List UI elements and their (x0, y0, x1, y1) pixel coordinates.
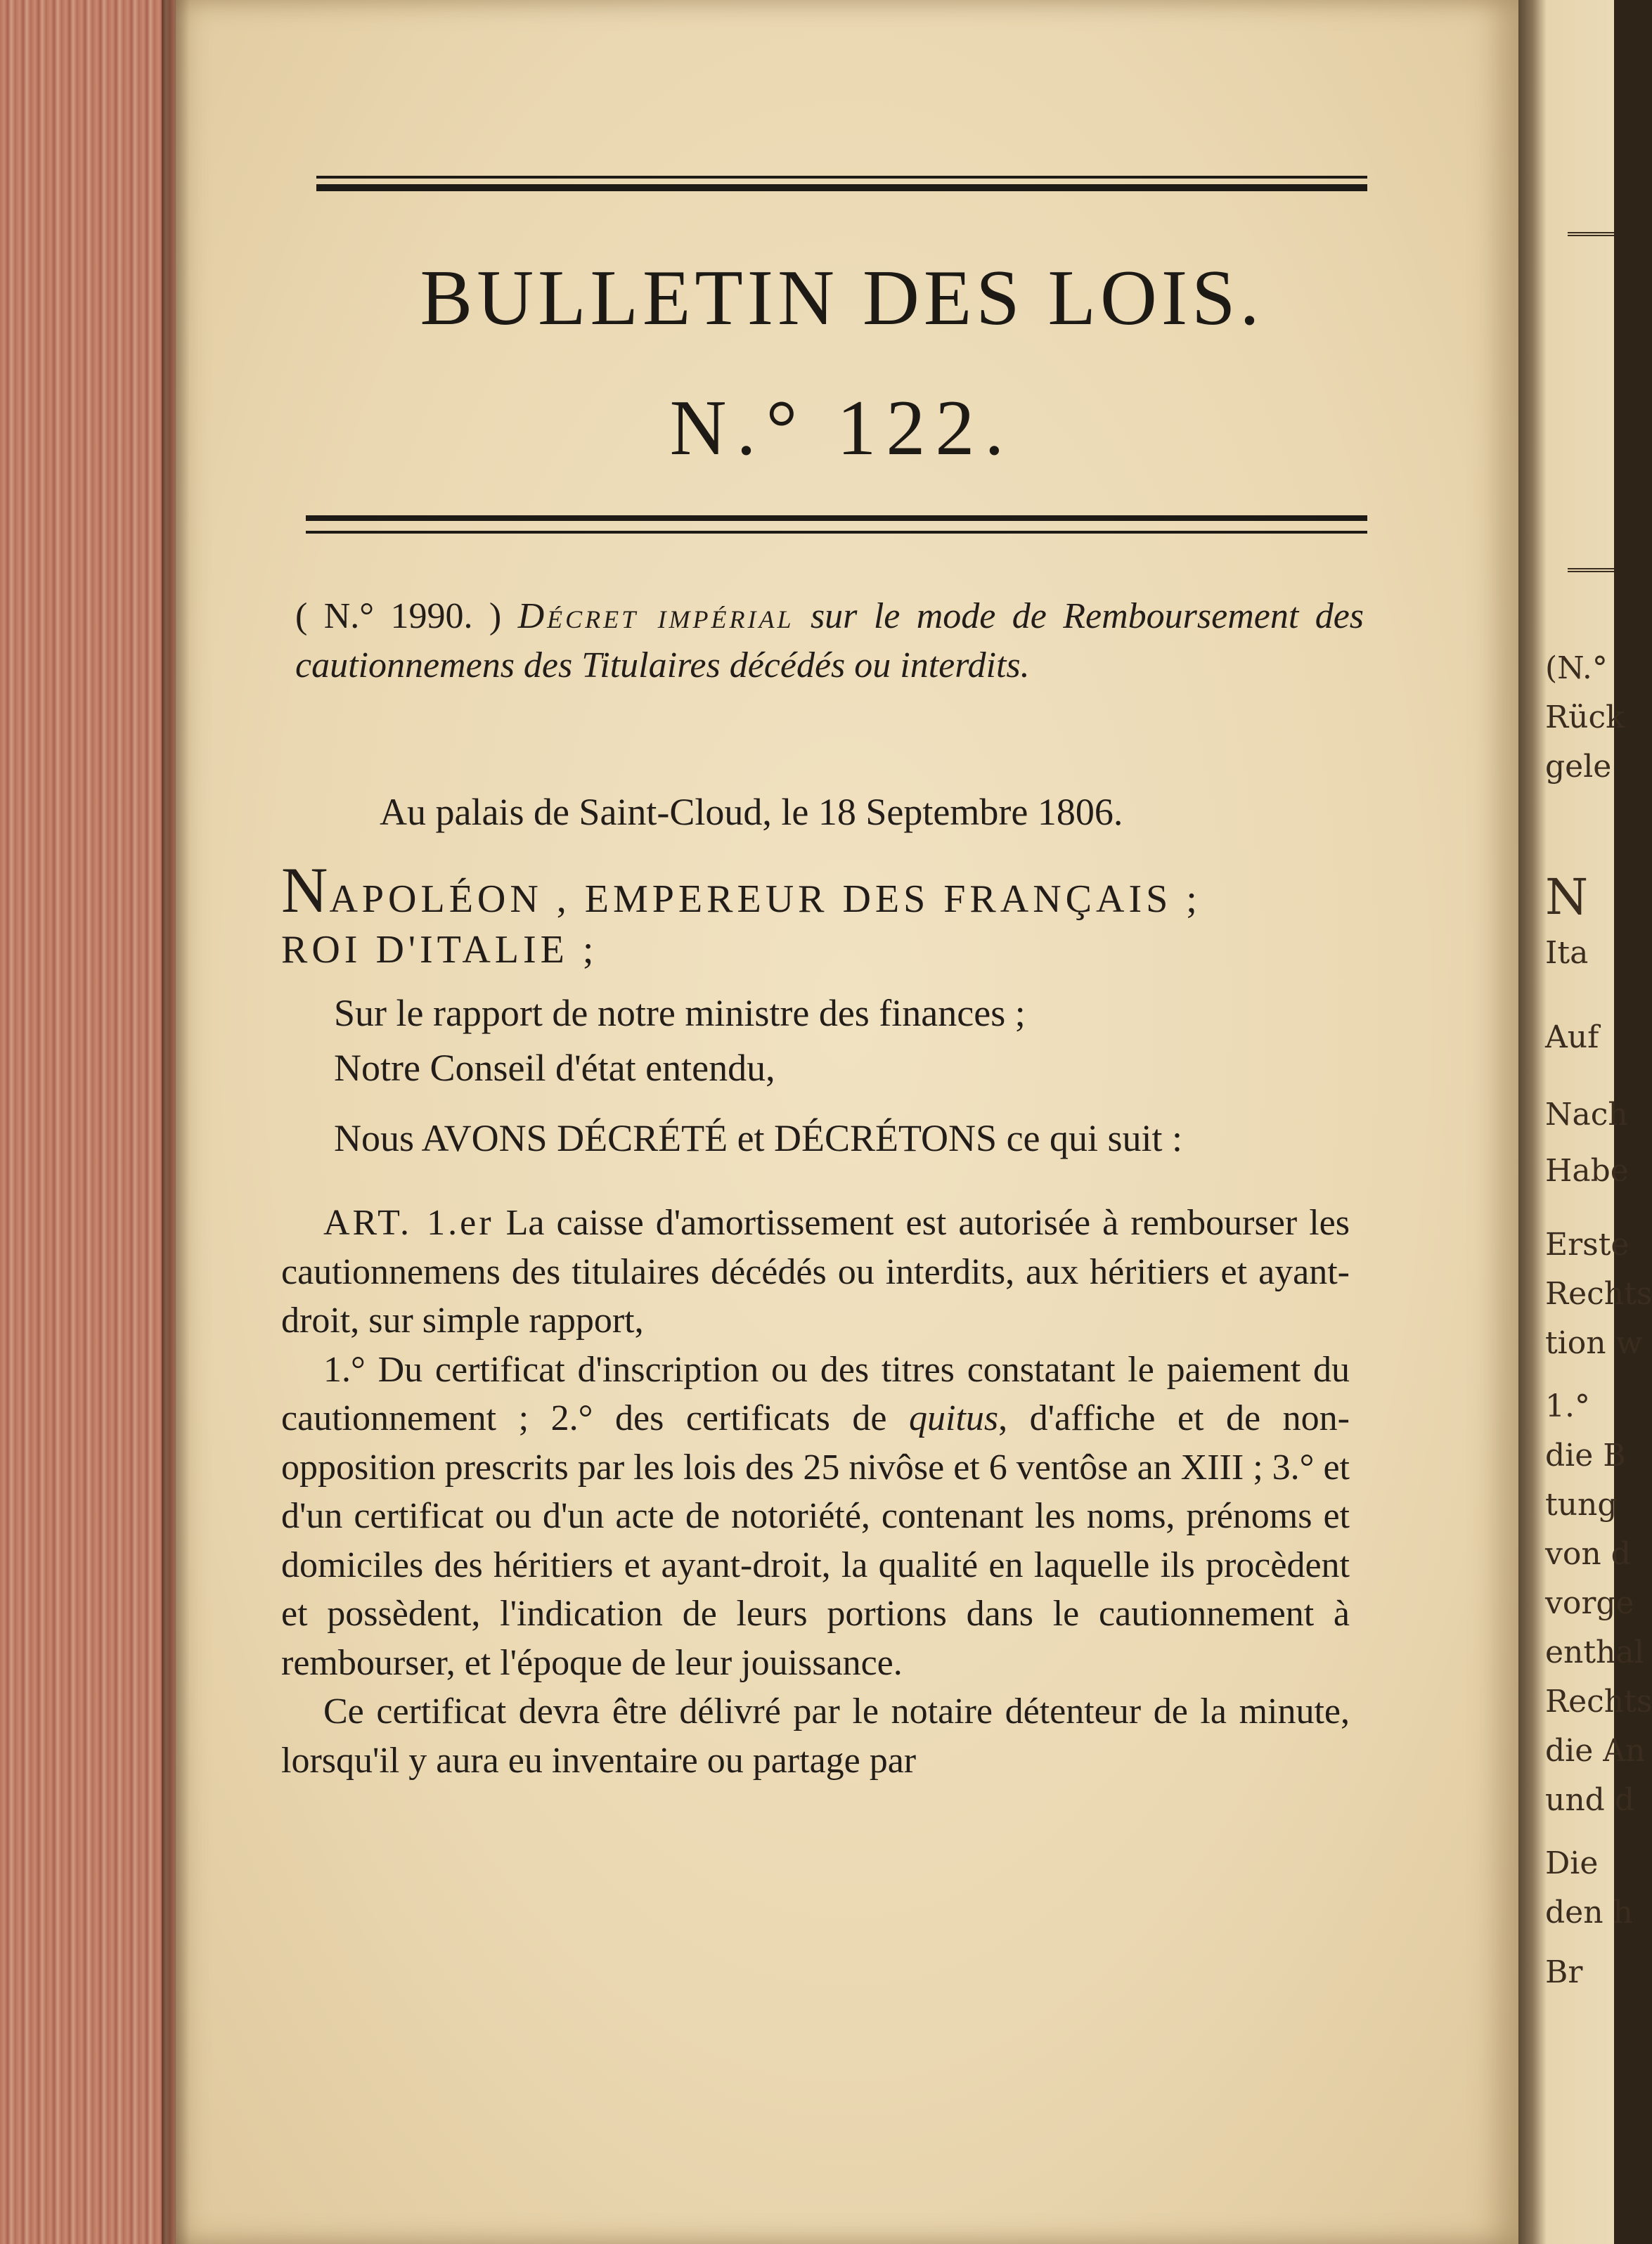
dateline: Au palais de Saint-Cloud, le 18 Septembre 1806. (380, 791, 1123, 833)
article-1-text-2a: 1.° Du certificat d'inscription ou des titres constatant le paiement du cautionnement ; 2.° des certificats de (281, 1349, 1350, 1438)
facing-line: von d (1545, 1536, 1631, 1572)
facing-line: Erste (1545, 1227, 1630, 1263)
facing-line: Die (1545, 1845, 1599, 1881)
facing-line: 1.° (1545, 1388, 1590, 1424)
facing-line: Rechts (1545, 1684, 1652, 1720)
bottom-double-rule (306, 515, 1367, 534)
preamble-line-2: Notre Conseil d'état entendu, (334, 1047, 775, 1089)
facing-line: tung (1545, 1487, 1618, 1523)
article-1 (281, 1199, 1350, 1785)
facing-page-rule (1568, 568, 1614, 572)
decree-number: ( N.° 1990. ) (295, 596, 502, 636)
preamble-title (281, 854, 1364, 975)
bulletin-number: N.° 122. (669, 385, 1014, 472)
facing-line: (N.° (1545, 650, 1608, 686)
facing-line: Auf (1545, 1019, 1599, 1055)
facing-line: Rechts (1545, 1276, 1652, 1312)
article-1-para-3 (281, 1687, 1350, 1785)
article-1-text-3: Ce certificat devra être délivré par le notaire détenteur de la minute, lorsqu'il y aura eu inventaire ou partage par (281, 1691, 1350, 1781)
facing-page-rule (1568, 232, 1614, 236)
napoleon-initial: N (281, 854, 330, 926)
facing-line: Nach (1545, 1097, 1628, 1133)
decree-title-rest: sur le mode de Remboursement des cautionnemens des Titulaires décédés ou interdits. (295, 596, 1364, 685)
preamble-line-1: Sur le rapport de notre ministre des finances ; (334, 992, 1026, 1034)
facing-line: Ita (1545, 935, 1589, 971)
article-1-text-2b: , d'affiche et de non-opposition prescrits par les lois des 25 nivôse et 6 ventôse an XIII ; 3.° et d'un certificat ou d'un acte de notoriété, contenant les noms, prénoms et domiciles des héritiers et ayant-droit, la qualité en laquelle ils procèdent et possèdent, l'indication de leurs portions dans le cautionnement à rembourser, et l'époque de leur jouissance. (281, 1398, 1350, 1683)
article-1-text-1: La caisse d'amortissement est autorisée à rembourser les cautionnemens des titulaires décédés ou interdits, aux héritiers et ayant-droit, sur simple rapport, (281, 1203, 1350, 1341)
facing-line: die B (1545, 1438, 1626, 1474)
napoleon-name: APOLÉON , EMPEREUR DES FRANÇAIS ; (329, 877, 1201, 921)
decree-heading (295, 592, 1364, 690)
article-1-quitus: quitus (909, 1398, 999, 1438)
book-edge (0, 0, 176, 2244)
decree-title-caps: Décret impérial (517, 596, 794, 636)
top-double-rule (316, 176, 1367, 191)
bulletin-title: BULLETIN DES LOIS. (420, 254, 1264, 342)
roi-italie: ROI D'ITALIE ; (281, 928, 598, 972)
facing-line: Br (1545, 1954, 1583, 1990)
facing-line: vorge (1545, 1585, 1634, 1621)
facing-line: gele (1545, 749, 1612, 785)
facing-line: Habe (1545, 1153, 1629, 1189)
article-1-para-2 (281, 1346, 1350, 1688)
article-1-para-1 (281, 1199, 1350, 1346)
facing-line: N (1545, 868, 1589, 926)
facing-line: den h (1545, 1895, 1633, 1930)
facing-line: Rück (1545, 699, 1625, 735)
facing-line: die An (1545, 1733, 1646, 1769)
facing-line: und d (1545, 1782, 1634, 1818)
preamble-line-3: Nous AVONS DÉCRÉTÉ et DÉCRÉTONS ce qui suit : (334, 1117, 1183, 1159)
gutter-shadow (162, 0, 190, 2244)
facing-line: tion w (1545, 1325, 1643, 1361)
article-label: ART. 1.er (323, 1203, 494, 1243)
facing-line: enthal (1545, 1634, 1644, 1670)
